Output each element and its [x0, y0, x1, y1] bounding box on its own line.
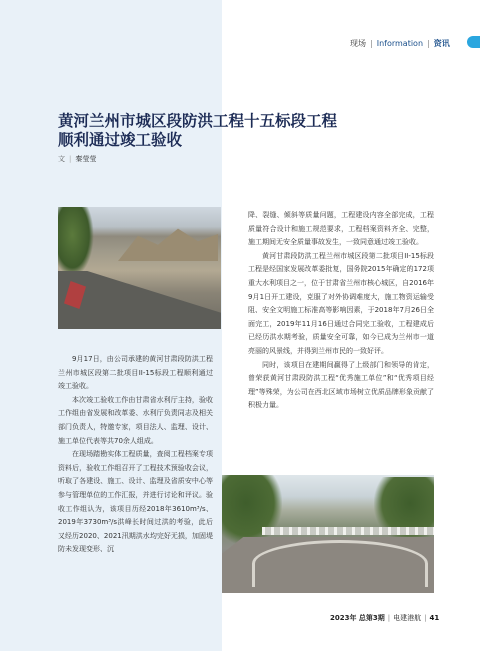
page-number: 41	[429, 614, 440, 622]
header-divider: |	[427, 39, 430, 48]
footer-divider: |	[387, 614, 391, 622]
section-header	[350, 38, 450, 49]
section-label-cn: 现场	[350, 39, 366, 48]
header-divider: |	[370, 39, 373, 48]
page-footer	[330, 613, 439, 623]
riverside-promenade-photo	[222, 475, 434, 593]
body-paragraph: 9月17日，由公司承建的黄河甘肃段防洪工程兰州市城区段第二批项目II-15标段工程顺利通过竣工验收。	[58, 355, 213, 391]
riverbank-embankment-photo	[58, 207, 221, 329]
footer-divider: |	[424, 614, 427, 622]
body-paragraph: 本次竣工验收工作由甘肃省水利厅主持，验收工作组由省发展和改革委、水利厅负责同志及相关部门负责人，特邀专家，项目法人、监理、设计、施工单位代表等共70余人组成。	[58, 395, 213, 445]
section-tab-marker	[467, 36, 480, 48]
article-body-left-column	[58, 353, 213, 557]
photo-path-curve	[252, 540, 428, 587]
article-title-line-2: 顺利通过竣工验收	[58, 130, 183, 149]
article-title-line-1: 黄河兰州市城区段防洪工程十五标段工程	[58, 111, 338, 130]
photo-white-railing	[262, 527, 434, 535]
section-sub-label: 资讯	[433, 39, 450, 48]
section-label-en: Information	[376, 39, 424, 48]
photo-gabion-bank	[58, 271, 221, 329]
byline-label: 文	[58, 155, 65, 163]
photo-mountain	[118, 225, 218, 261]
issue-label: 2023年 总第3期	[330, 614, 385, 622]
article-title	[58, 111, 388, 149]
body-paragraph: 同时，该项目在建期间赢得了上级部门和领导的肯定，曾荣获黄河甘肃段防洪工程“优秀施工单位”和“优秀项目经理”等殊荣，为公司在西北区域市场树立优质品牌形象贡献了积极力量。	[248, 360, 434, 410]
byline-divider: |	[69, 155, 72, 163]
photo-tree	[58, 207, 94, 277]
article-body-right-column	[248, 209, 434, 413]
publication-name: 电建港航	[393, 614, 422, 622]
body-paragraph: 在现场踏勘实体工程质量，查阅工程档案专项资料后，验收工作组召开了工程技术预验收会议，听取了各建设、施工、设计、监理及省质安中心等参与管理单位的工作汇报，并进行讨论和评议。验收工作组认为，该项目历经2018年3610m³/s、2019年3730m³/s洪峰长时间过洪的考验，此后又经历2020、2021汛期洪水均完好无损，加固堤防未发现变形、沉	[58, 450, 213, 554]
body-paragraph: 降、裂缝、倾斜等质量问题，工程建设内容全部完成，工程质量符合设计和施工规范要求，工程档案资料齐全、完整，施工期间无安全质量事故发生，一致同意通过竣工验收。	[248, 211, 434, 247]
body-paragraph: 黄河甘肃段防洪工程兰州市城区段第二批项目II-15标段工程是经国家发展改革委批复，国务院2015年确定的172项重大水利项目之一，位于甘肃省兰州市核心城区，自2016年9月1日开工建设，克服了对外协调难度大，施工物资运输受阻、安全文明施工标准高等影响因素，于2018年7月26日全面完工，2019年11月16日通过合同完工验收，工程建成后已经历洪水期考验，质量安全可靠，如今已成为兰州市一道亮丽的风景线，并得到兰州市民的一致好评。	[248, 251, 434, 355]
author-name: 秦莹莹	[75, 155, 97, 163]
byline	[58, 154, 96, 164]
